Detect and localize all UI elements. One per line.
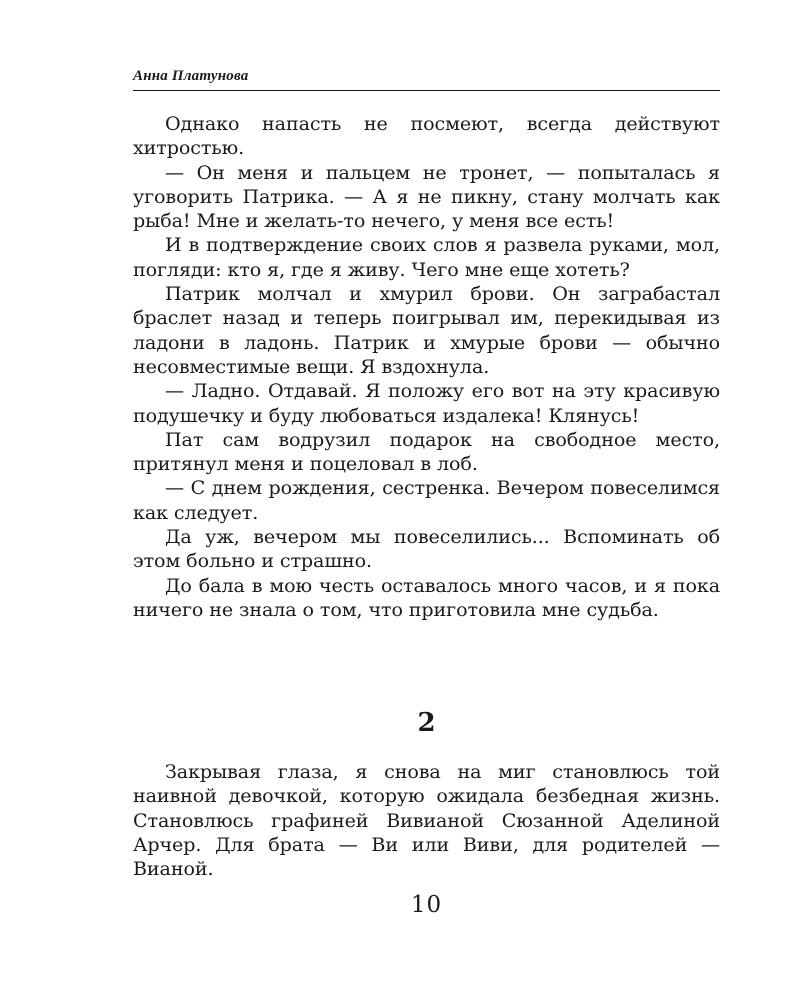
paragraph: Да уж, вечером мы повеселились... Вспоминать об этом больно и страшно.	[133, 525, 720, 573]
running-header	[133, 64, 720, 91]
paragraph: — Ладно. Отдавай. Я положу его вот на эту красивую подушечку и буду любоваться издалека! Клянусь!	[133, 379, 720, 427]
paragraph: И в подтверждение своих слов я развела руками, мол, погляди: кто я, где я живу. Чего мне еще хотеть?	[133, 233, 720, 281]
paragraph: Однако напасть не посмеют, всегда действуют хитростью.	[133, 112, 720, 160]
header-author-name: Анна Платунова	[133, 68, 249, 84]
chapter-heading: 2	[417, 708, 436, 738]
main-text	[133, 112, 720, 622]
chapter-text	[133, 760, 720, 881]
paragraph: Закрывая глаза, я снова на миг становлюсь той наивной девочкой, которую ожидала безбедная жизнь. Становлюсь графиней Вивианой Сюзанной Аделиной Арчер. Для брата — Ви или Виви, для родителей — Вианой.	[133, 760, 720, 881]
paragraph: Пат сам водрузил подарок на свободное место, притянул меня и поцеловал в лоб.	[133, 427, 720, 476]
paragraph: До бала в мою честь оставалось много часов, и я пока ничего не знала о том, что приготовила мне судьба.	[133, 573, 720, 621]
paragraph: Патрик молчал и хмурил брови. Он заграбастал браслет назад и теперь поигрывал им, перекидывая из ладони в ладонь. Патрик и хмурые брови — обычно несовместимые вещи. Я вздохнула.	[133, 282, 720, 378]
paragraph: — С днем рождения, сестренка. Вечером повеселимся как следует.	[133, 476, 720, 524]
page-number: 10	[410, 892, 443, 918]
paragraph: — Он меня и пальцем не тронет, — попыталась я уговорить Патрика. — А я не пикну, стану молчать как рыба! Мне и желать-то нечего, у меня все есть!	[133, 160, 720, 233]
